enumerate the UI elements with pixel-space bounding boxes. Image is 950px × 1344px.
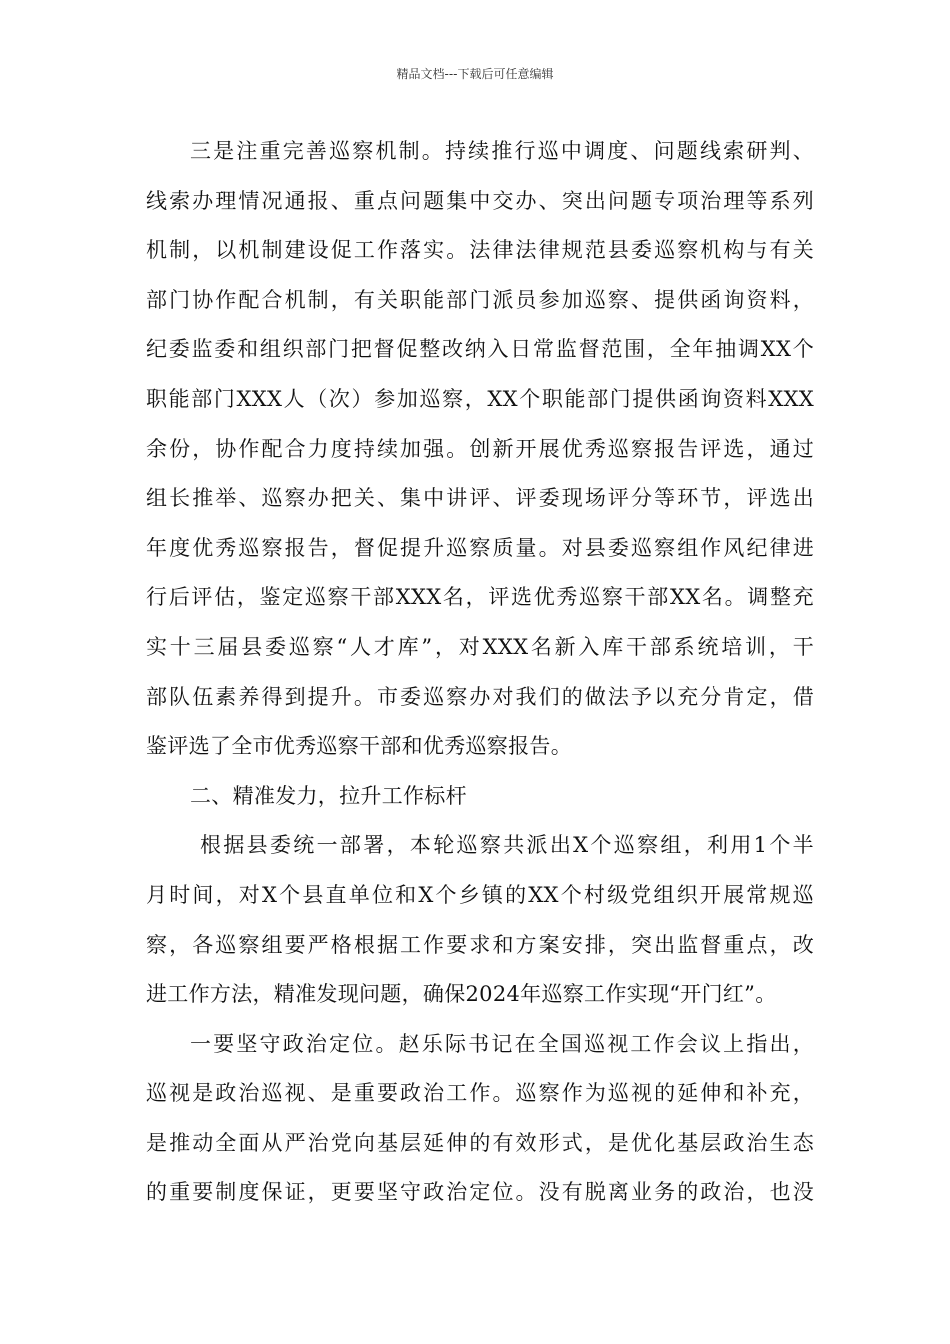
paragraph-line: 线索办理情况通报、重点问题集中交办、突出问题专项治理等系列 xyxy=(146,188,814,213)
paragraph-line: 部门协作配合机制，有关职能部门派员参加巡察、提供函询资料， xyxy=(146,287,814,312)
paragraph-line: 部队伍素养得到提升。市委巡察办对我们的做法予以充分肯定，借 xyxy=(146,684,814,709)
paragraph-line: 察，各巡察组要严格根据工作要求和方案安排，突出监督重点，改 xyxy=(146,932,814,957)
paragraph-line: 余份，协作配合力度持续加强。创新开展优秀巡察报告评选，通过 xyxy=(146,436,814,461)
paragraph-line: 实十三届县委巡察“人才库”，对XXX名新入库干部系统培训，干 xyxy=(146,634,814,659)
paragraph-line: 鉴评选了全市优秀巡察干部和优秀巡察报告。 xyxy=(146,734,572,759)
paragraph-line: 巡视是政治巡视、是重要政治工作。巡察作为巡视的延伸和补充， xyxy=(146,1081,814,1106)
paragraph-line: 组长推举、巡察办把关、集中讲评、评委现场评分等环节，评选出 xyxy=(146,486,814,511)
paragraph-line: 机制，以机制建设促工作落实。法律法律规范县委巡察机构与有关 xyxy=(146,238,814,263)
paragraph-line: 月时间，对X个县直单位和X个乡镇的XX个村级党组织开展常规巡 xyxy=(146,882,814,907)
paragraph-line: 职能部门XXX人（次）参加巡察，XX个职能部门提供函询资料XXX xyxy=(146,386,814,411)
section-heading: 二、精准发力，拉升工作标杆 xyxy=(190,783,467,808)
paragraph-line: 年度优秀巡察报告，督促提升巡察质量。对县委巡察组作风纪律进 xyxy=(146,535,814,560)
paragraph-line: 行后评估，鉴定巡察干部XXX名，评选优秀巡察干部XX名。调整充 xyxy=(146,585,814,610)
paragraph-line: 的重要制度保证，更要坚守政治定位。没有脱离业务的政治，也没 xyxy=(146,1180,814,1205)
paragraph-line: 一要坚守政治定位。赵乐际书记在全国巡视工作会议上指出， xyxy=(190,1031,814,1056)
paragraph-line: 纪委监委和组织部门把督促整改纳入日常监督范围，全年抽调XX个 xyxy=(146,337,814,362)
paragraph-line: 进工作方法，精准发现问题，确保2024年巡察工作实现“开门红”。 xyxy=(146,982,777,1007)
paragraph-line: 是推动全面从严治党向基层延伸的有效形式，是优化基层政治生态 xyxy=(146,1130,814,1155)
paragraph-line: 根据县委统一部署，本轮巡察共派出X个巡察组，利用1个半 xyxy=(200,833,814,858)
page-header: 精品文档---下载后可任意编辑 xyxy=(396,67,554,81)
document-body xyxy=(146,134,814,1225)
paragraph-line: 三是注重完善巡察机制。持续推行巡中调度、问题线索研判、 xyxy=(190,139,814,163)
